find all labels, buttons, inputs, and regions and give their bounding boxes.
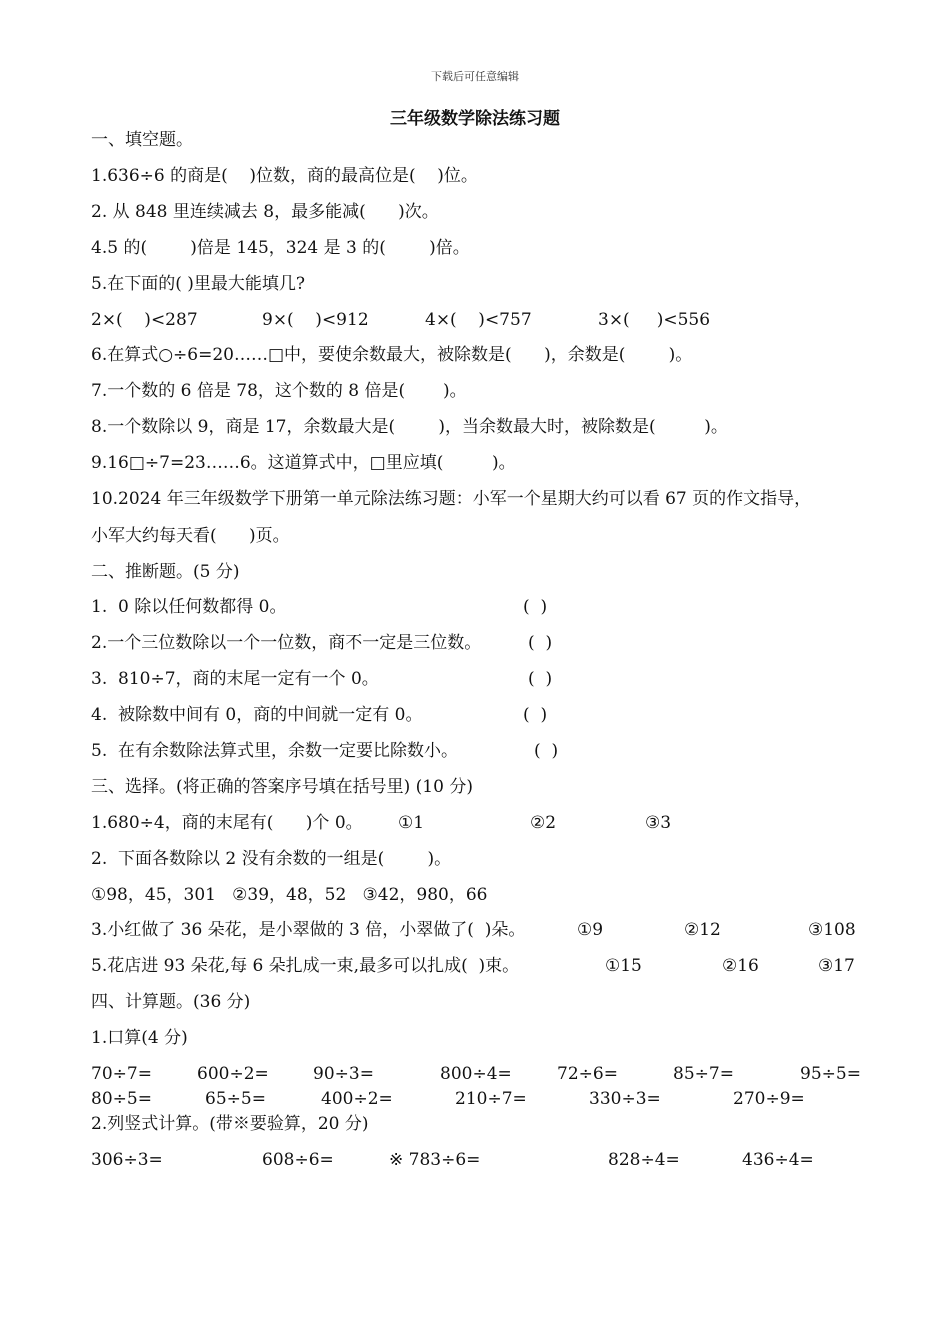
page-title: 三年级数学除法练习题: [390, 109, 560, 129]
choice-3-option-2: ②12: [684, 920, 721, 940]
choice-1-option-3: ③3: [645, 813, 672, 833]
section-judgement-heading: 二、推断题。(5 分): [91, 562, 240, 582]
mental-math-item: 210÷7=: [455, 1089, 527, 1109]
mental-math-heading: 1.口算(4 分): [91, 1028, 188, 1048]
mental-math-item: 80÷5=: [91, 1089, 152, 1109]
mental-math-item: 90÷3=: [313, 1064, 374, 1084]
judgement-item-3: 3. 810÷7，商的末尾一定有一个 0。: [91, 669, 379, 689]
choice-question-3: 3.小红做了 36 朵花，是小翠做的 3 倍，小翠做了( )朵。: [91, 920, 526, 940]
mental-math-item: 72÷6=: [557, 1064, 618, 1084]
vertical-calc-item: 436÷4=: [742, 1150, 814, 1170]
question-1-6: 6.在算式○÷6=20……□中，要使余数最大，被除数是( )，余数是( )。: [91, 345, 693, 365]
vertical-calc-item: 306÷3=: [91, 1150, 163, 1170]
mental-math-item: 85÷7=: [673, 1064, 734, 1084]
judgement-answer-5: ( ): [534, 741, 559, 761]
choice-3-option-3: ③108: [808, 920, 856, 940]
mental-math-item: 330÷3=: [589, 1089, 661, 1109]
judgement-item-4: 4. 被除数中间有 0，商的中间就一定有 0。: [91, 705, 423, 725]
question-1-5-c: 4×( )<757: [425, 310, 532, 330]
section-choice-heading: 三、选择。(将正确的答案序号填在括号里) (10 分): [91, 777, 473, 797]
choice-question-1: 1.680÷4，商的末尾有( )个 0。: [91, 813, 363, 833]
judgement-answer-4: ( ): [523, 705, 548, 725]
mental-math-item: 800÷4=: [440, 1064, 512, 1084]
section-calculation-heading: 四、计算题。(36 分): [91, 992, 251, 1012]
judgement-answer-1: ( ): [523, 597, 548, 617]
choice-5-option-3: ③17: [818, 956, 855, 976]
question-1-7: 7.一个数的 6 倍是 78，这个数的 8 倍是( )。: [91, 381, 467, 401]
vertical-calc-item: 828÷4=: [608, 1150, 680, 1170]
judgement-item-1: 1. 0 除以任何数都得 0。: [91, 597, 287, 617]
mental-math-item: 70÷7=: [91, 1064, 152, 1084]
mental-math-item: 95÷5=: [800, 1064, 861, 1084]
question-1-10-line2: 小军大约每天看( )页。: [91, 526, 290, 546]
question-1-8: 8.一个数除以 9，商是 17，余数最大是( )，当余数最大时，被除数是( )。: [91, 417, 728, 437]
mental-math-item: 65÷5=: [205, 1089, 266, 1109]
vertical-calc-heading: 2.列竖式计算。(带※要验算，20 分): [91, 1114, 369, 1134]
section-fill-blanks-heading: 一、填空题。: [91, 130, 193, 150]
mental-math-item: 270÷9=: [733, 1089, 805, 1109]
header-note: 下载后可任意编辑: [431, 70, 519, 83]
question-1-2: 2. 从 848 里连续减去 8，最多能减( )次。: [91, 202, 439, 222]
choice-1-option-2: ②2: [530, 813, 557, 833]
choice-question-5: 5.花店进 93 朵花,每 6 朵扎成一束,最多可以扎成( )束。: [91, 956, 520, 976]
question-1-5: 5.在下面的( )里最大能填几?: [91, 274, 306, 294]
question-1-5-d: 3×( )<556: [598, 310, 711, 330]
mental-math-item: 400÷2=: [321, 1089, 393, 1109]
question-1-1: 1.636÷6 的商是( )位数，商的最高位是( )位。: [91, 166, 478, 186]
question-1-5-a: 2×( )<287: [91, 310, 198, 330]
judgement-answer-3: ( ): [528, 669, 553, 689]
judgement-item-2: 2.一个三位数除以一个一位数，商不一定是三位数。: [91, 633, 482, 653]
vertical-calc-item: ※ 783÷6=: [389, 1150, 481, 1170]
choice-5-option-2: ②16: [722, 956, 759, 976]
mental-math-item: 600÷2=: [197, 1064, 269, 1084]
question-1-10-line1: 10.2024 年三年级数学下册第一单元除法练习题：小军一个星期大约可以看 67 页的作文指导，: [91, 489, 812, 509]
question-1-5-b: 9×( )<912: [262, 310, 369, 330]
question-1-4: 4.5 的( )倍是 145，324 是 3 的( )倍。: [91, 238, 470, 258]
choice-5-option-1: ①15: [605, 956, 642, 976]
question-1-9: 9.16□÷7=23……6。这道算式中，□里应填( )。: [91, 453, 516, 473]
choice-1-option-1: ①1: [398, 813, 425, 833]
vertical-calc-item: 608÷6=: [262, 1150, 334, 1170]
choice-2-options: ①98，45，301 ②39，48，52 ③42，980，66: [91, 885, 488, 905]
choice-3-option-1: ①9: [577, 920, 604, 940]
choice-question-2: 2. 下面各数除以 2 没有余数的一组是( )。: [91, 849, 452, 869]
judgement-answer-2: ( ): [528, 633, 553, 653]
judgement-item-5: 5. 在有余数除法算式里，余数一定要比除数小。: [91, 741, 459, 761]
